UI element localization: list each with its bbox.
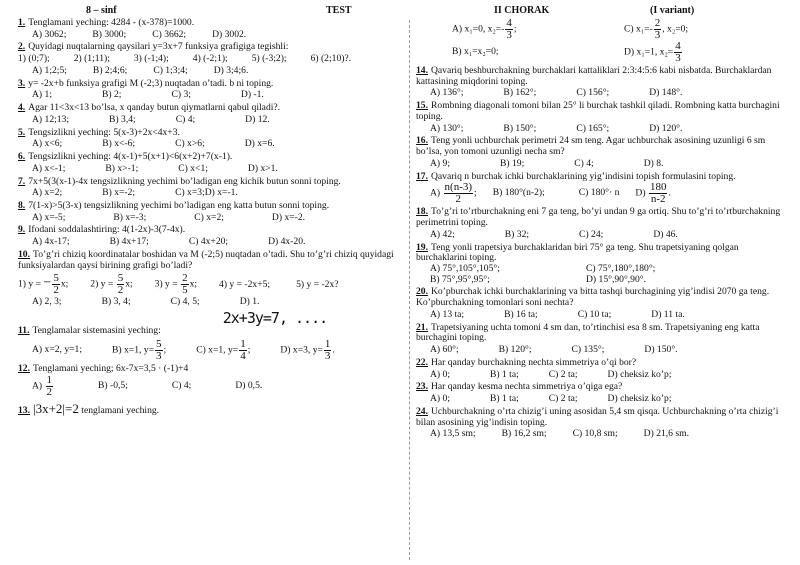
options: A) 1; B) 2; C) 3; D) -1. (32, 89, 264, 101)
question-14: 14. Qavariq beshburchakning burchaklari kattaliklari 2:3:4:5:6 kabi nisbatda. Burchaklardan kattasining miqdorini toping. A) 136°; B) 162°; C) 156°; D) 148°. (416, 66, 788, 99)
question-5: 5. Tengsizlikni yeching: 5(x-3)+2x<4x+3. A) x<6; B) x<-6; C) x>6; D) x=6. (18, 128, 402, 150)
question-4: 4. Agar 11<3x<13 bo’lsa, x qanday butun qiymatlarni qabul qiladi?. A) 12;13; B) 3,4; C) 4; D) 12. (18, 103, 402, 125)
options: A) 9; B) 19; C) 4; D) 8. (430, 157, 664, 169)
question-6: 6. Tengsizlikni yeching: 4(x-1)+5(x+1)<6(x+2)+7(x-1). A) x<-1; B) x>-1; C) x<1; D) x>1. (18, 152, 402, 174)
question-13-options-row1: A) x₁=0, x₂=- $\frac{4}{3}$ ; C) x₁=- $\frac{2}{3}$ , x₂=0; (452, 17, 689, 41)
options: A) x=-5; B) x=-3; C) x=2; D) x=-2. (32, 211, 306, 223)
options: A) 1;2;5; B) 2;4;6; C) 1;3;4; D) 3;4;6. (32, 64, 249, 76)
options: A) 0; B) 1 ta; C) 2 ta; D) cheksiz ko’p; (430, 368, 672, 380)
question-22: 22. Har qanday burchakning nechta simmetriya o’qi bor? A) 0; B) 1 ta; C) 2 ta; D) cheksiz ko’p; (416, 358, 788, 380)
options: A) 60°; B) 120°; C) 135°; D) 150°. (430, 344, 678, 356)
options: A) 42; B) 32; C) 24; D) 46. (430, 228, 678, 240)
question-17: 17. Qavariq n burchak ichki burchaklarining yig’indisini topish formulasini toping. A) $\frac{n(n-3)}{2}$ ; B) 180°(n-2); C) 180°· n D) $\frac{180}{n-2}$ . (416, 172, 788, 206)
test-title: TEST (326, 5, 352, 16)
question-9: 9. Ifodani soddalashtiring: 4(1-2x)-3(7-4x). A) 4x-17; B) 4x+17; C) 4x+20; D) 4x-20. (18, 225, 402, 247)
question-3: 3. y= -2x+b funksiya grafigi M (-2;3) nuqtadan o’tadi. b ni toping. A) 1; B) 2; C) 3; D) -1. (18, 79, 402, 101)
options: A) 0; B) 1 ta; C) 2 ta; D) cheksiz ko’p; (430, 393, 672, 405)
column-divider (409, 20, 410, 560)
points-list: 1) (0;7); 2) (1;11); 3) (-1;4); 4) (-2;1); 5) (-3;2); 6) (2;10)?. (18, 53, 352, 65)
options: A) 136°; B) 162°; C) 156°; D) 148°. (430, 87, 683, 99)
question-21: 21. Trapetsiyaning uchta tomoni 4 sm dan, to’rtinchisi esa 8 sm. Trapetsiyaning eng katta burchagini toping. A) 60°; B) 120°; C) 135°; D) 150°. (416, 323, 788, 356)
options: A) 12;13; B) 3,4; C) 4; D) 12. (32, 113, 270, 125)
options: A) 3062; B) 3000; C) 3662; D) 3002. (32, 28, 247, 40)
options: A) x<-1; B) x>-1; C) x<1; D) x>1. (32, 162, 278, 174)
options: A) 2, 3; B) 3, 4; C) 4, 5; D) 1. (32, 296, 260, 308)
question-20: 20. Ko’pburchak ichki burchaklarining va bitta tashqi burchagining yig’indisi 2070 ga teng. Ko’pburchakning tomonlari soni nechta? A) 13 ta; B) 16 ta; C) 10 ta; D) 11 ta. (416, 287, 788, 320)
question-19: 19. Teng yonli trapetsiya burchaklaridan biri 75° ga teng. Shu trapetsiyaning qolgan burchaklarini toping. A) 75°,105°,105°; C) 75°,180°,180°; B) 75°,95°,95°; D) 15°,90°,90°. (416, 243, 788, 286)
question-18: 18. To’g’ri to’rtburchakning eni 7 ga teng, bo’yi undan 9 ga ortiq. Shu to’g’ri to’rtburchakning perimetrini toping. A) 42; B) 32; C) 24; D) 46. (416, 207, 788, 240)
question-2: 2. Quyidagi nuqtalarning qaysilari y=3x+7 funksiya grafigiga tegishli: 1) (0;7); 2) (1;11); 3) (-1;4); 4) (-2;1); 5) (-3;2); 6) (2;10)?. A) 1;2;5; B) 2;4;6; C) 1;3;4; D) 3;4;6. (18, 42, 402, 76)
question-16: 16. Teng yonli uchburchak perimetri 24 sm teng. Agar uchburchak asosining uzunligi 6 sm bo’lsa, yon tomoni uzunligi necha sm? A) 9; B) 19; C) 4; D) 8. (416, 136, 788, 169)
right-column (416, 18, 788, 442)
question-15: 15. Rombning diagonali tomoni bilan 25° li burchak tashkil qiladi. Rombning katta burchagini toping. A) 130°; B) 150°; C) 165°; D) 120°. (416, 101, 788, 134)
question-1: 1. Tenglamani yeching: 4284 - (x-378)=1000. A) 3062; B) 3000; C) 3662; D) 3002. (18, 18, 402, 40)
question-23: 23. Har qanday kesma nechta simmetriya o’qiga ega? A) 0; B) 1 ta; C) 2 ta; D) cheksiz ko’p; (416, 382, 788, 404)
question-12: 12. Tenglamani yeching; 6x-7x=3,5 · (-1)+4 A) $\frac{1}{2}$ B) -0,5; C) 4; D) 0,5. (18, 364, 402, 398)
options: A) $\frac{n(n-3)}{2}$ ; B) 180°(n-2); C) 180°· n D) $\frac{180}{n-2}$ . (430, 181, 671, 206)
question-10: 10. To’g’ri chiziq koordinatalar boshidan va M (-2;5) nuqtadan o’tadi. Shu to’g’ri chiziq quyidagi funksiyalardan qaysi birining grafigi bo’ladi? 1) y = − $\frac{5}{2}$ x; 2) y = $\frac{5}{2}$ x; 3) y = $\frac{2}{5}$ x; 4) y = -2x+5; 5) y = -2x? A) 2, 3; B) 3, 4; C) 4, 5; D) 1. (18, 250, 402, 308)
left-column (18, 18, 402, 418)
question-13: 13. |3x+2|=2 tenglamani yeching. (18, 400, 160, 416)
question-7: 7. 7x+5(3(x-1)-4x tengsizlikning yechimi bo’ladigan eng kichik butun sonni toping. A) x=2; B) x=-2; C) x=3;D) x=-1. (18, 177, 402, 199)
question-11: 11. Tenglamalar sistemasini yeching: 2x+3y=7, .... (18, 309, 328, 337)
question-24: 24. Uchburchakning o’rta chizig’i uning asosidan 5,4 sm qisqa. Uchburchakning o’rta chizig’i bilan asosining yig’indisin toping. A) 13,5 sm; B) 16,2 sm; C) 10,8 sm; D) 21,6 sm. (416, 407, 788, 440)
options: A) 4x-17; B) 4x+17; C) 4x+20; D) 4x-20. (32, 236, 306, 248)
options: A) 130°; B) 150°; C) 165°; D) 120°. (430, 122, 683, 134)
grade-title: 8 – sinf (86, 5, 117, 16)
quarter-title: II CHORAK (494, 5, 550, 16)
options: A) $\frac{1}{2}$ B) -0,5; C) 4; D) 0,5. (32, 373, 263, 398)
options: A) 13,5 sm; B) 16,2 sm; C) 10,8 sm; D) 21,6 sm. (430, 428, 689, 440)
options: A) 75°,105°,105°; C) 75°,180°,180°; (430, 263, 656, 275)
handwritten-system: 2x+3y=7, .... (222, 309, 328, 328)
options: A) x=2; B) x=-2; C) x=3;D) x=-1. (32, 187, 238, 199)
function-list: 1) y = − $\frac{5}{2}$ x; 2) y = $\frac{5}{2}$ x; 3) y = $\frac{2}{5}$ x; 4) y = -2x+5; 5) y = -2x? (18, 272, 339, 297)
options: A) x<6; B) x<-6; C) x>6; D) x=6. (32, 138, 275, 150)
question-11-options: A) x=2, y=1; B) x=1, y= $\frac{5}{3}$ ; C) x=1, y= $\frac{1}{4}$ ; D) x=3, y= $\frac{1}{3}$ . (32, 337, 335, 362)
question-13-options-row2: B) x₁=x₂=0; D) x₁=1, x₂= $\frac{4}{3}$ (452, 40, 681, 64)
question-8: 8. 7(1-x)>5(3-x) tengsizlikning yechimi bo’ladigan eng katta butun sonni toping. A) x=-5; B) x=-3; C) x=2; D) x=-2. (18, 201, 402, 223)
options: A) 13 ta; B) 16 ta; C) 10 ta; D) 11 ta. (430, 308, 685, 320)
variant-title: (I variant) (650, 5, 695, 16)
options: B) 75°,95°,95°; D) 15°,90°,90°. (430, 273, 647, 285)
